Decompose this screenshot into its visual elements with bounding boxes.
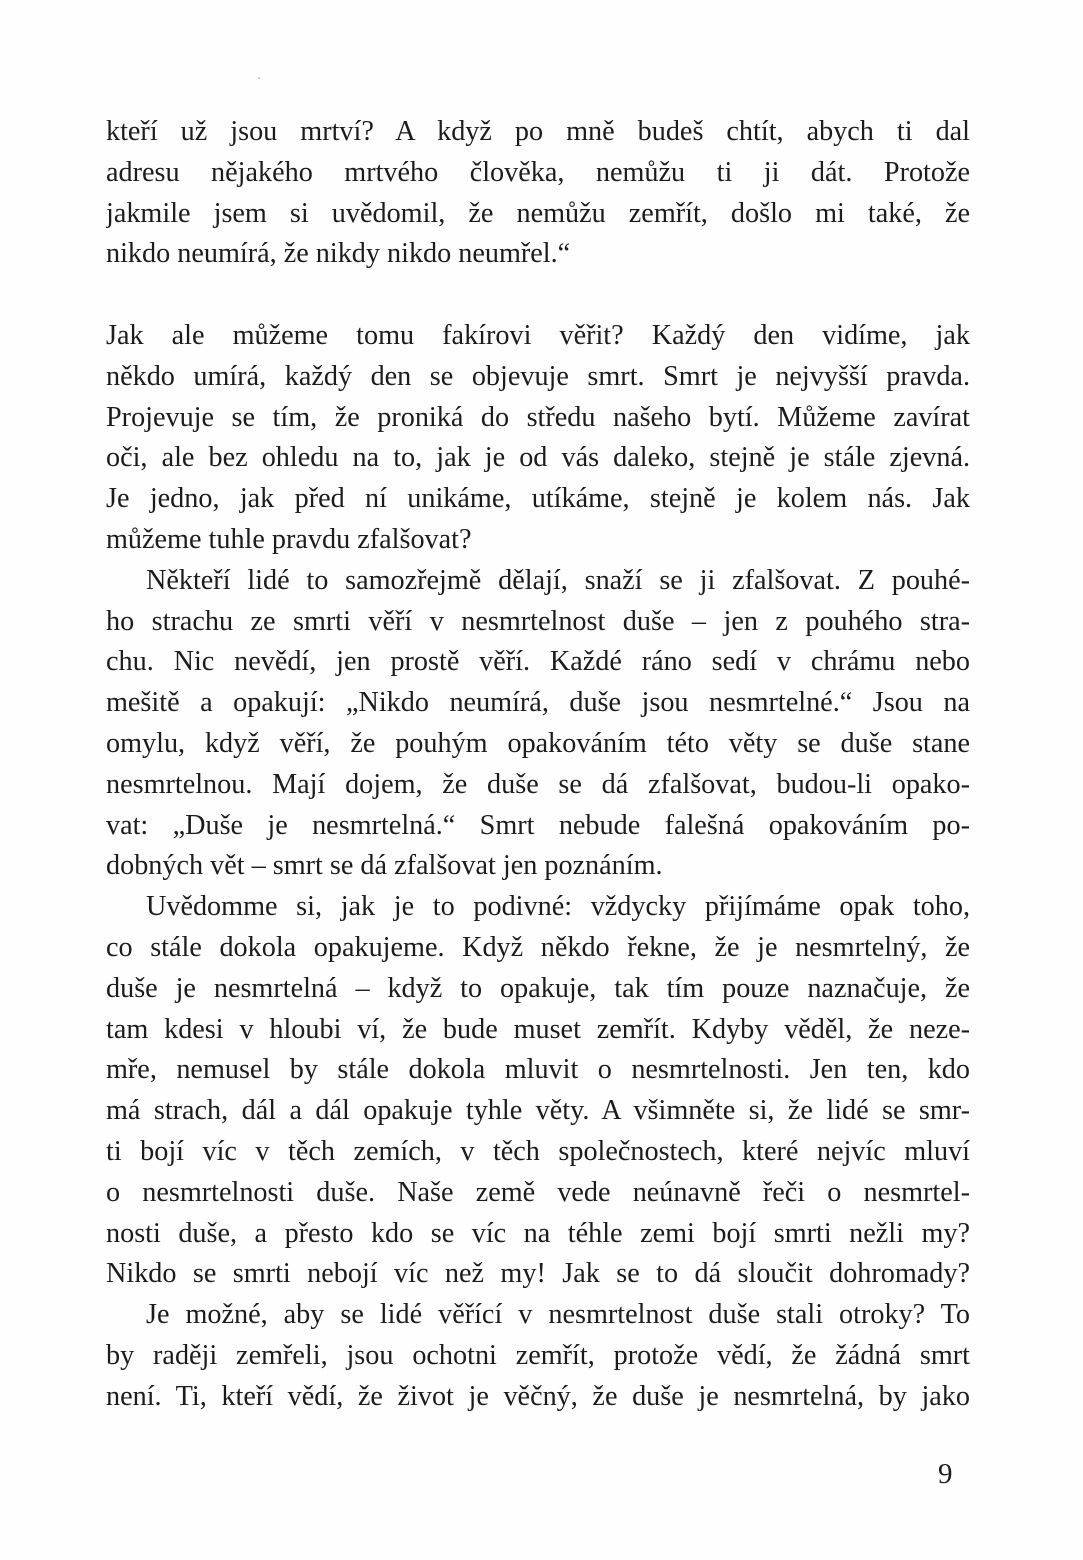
text-line: tam kdesi v hloubi ví, že bude muset zemřít. Kdyby věděl, že neze- [106,1013,970,1045]
text-line: Někteří lidé to samozřejmě dělají, snaží se ji zfalšovat. Z pouhé- [146,564,970,596]
text-line: můžeme tuhle pravdu zfalšovat? [106,523,472,555]
text-line: adresu nějakého mrtvého člověka, nemůžu ti ji dát. Protože [106,156,970,188]
text-line: mře, nemusel by stále dokola mluvit o nesmrtelnosti. Jen ten, kdo [106,1054,970,1086]
text-line: omylu, když věří, že pouhým opakováním této věty se duše stane [106,727,970,759]
text-line: vat: „Duše je nesmrtelná.“ Smrt nebude falešná opakováním po- [106,809,970,841]
text-line: o nesmrtelnosti duše. Naše země vede neúnavně řeči o nesmrtel- [106,1176,970,1208]
text-line: ti bojí víc v těch zemích, v těch společnostech, které nejvíc mluví [106,1135,970,1167]
text-line: nosti duše, a přesto kdo se víc na téhle zemi bojí smrti nežli my? [106,1217,970,1249]
body-text [106,316,970,1418]
text-line: někdo umírá, každý den se objevuje smrt. Smrt je nejvyšší pravda. [106,360,970,392]
text-line: není. Ti, kteří vědí, že život je věčný, že duše je nesmrtelná, by jako [106,1380,970,1412]
text-line: mešitě a opakují: „Nikdo neumírá, duše jsou nesmrtelné.“ Jsou na [106,687,970,719]
text-line: Nikdo se smrti nebojí víc než my! Jak se to dá sloučit dohromady? [106,1258,970,1290]
text-line: Uvědomme si, jak je to podivné: vždycky přijímáme opak toho, [146,891,970,923]
scan-speck [258,77,260,79]
text-line: by raději zemřeli, jsou ochotni zemřít, protože vědí, že žádná smrt [106,1339,970,1371]
text-line: nesmrtelnou. Mají dojem, že duše se dá zfalšovat, budou-li opako- [106,768,970,800]
text-line: Je jedno, jak před ní unikáme, utíkáme, stejně je kolem nás. Jak [106,483,970,515]
page-number: 9 [938,1458,953,1490]
text-line: co stále dokola opakujeme. Když někdo řekne, že je nesmrtelný, že [106,931,970,963]
text-line: ho strachu ze smrti věří v nesmrtelnost duše – jen z pouhého stra- [106,605,970,637]
text-line: dobných vět – smrt se dá zfalšovat jen poznáním. [106,850,663,882]
text-line: nikdo neumírá, že nikdy nikdo neumřel.“ [106,238,571,270]
text-line: chu. Nic nevědí, jen prostě věří. Každé ráno sedí v chrámu nebo [106,646,970,678]
text-line: Projevuje se tím, že proniká do středu našeho bytí. Můžeme zavírat [106,401,970,433]
text-line: má strach, dál a dál opakuje tyhle věty. A všimněte si, že lidé se smr- [106,1095,970,1127]
text-line: Je možné, aby se lidé věřící v nesmrtelnost duše stali otroky? To [146,1299,970,1331]
text-line: jakmile jsem si uvědomil, že nemůžu zemřít, došlo mi také, že [106,197,970,229]
text-line: oči, ale bez ohledu na to, jak je od vás daleko, stejně je stále zjevná. [106,442,970,474]
text-line: duše je nesmrtelná – když to opakuje, tak tím pouze naznačuje, že [106,972,970,1004]
text-line: kteří už jsou mrtví? A když po mně budeš chtít, abych ti dal [106,116,970,147]
text-line: Jak ale můžeme tomu fakírovi věřit? Každý den vidíme, jak [106,320,970,351]
paragraph-continuation [106,112,970,275]
